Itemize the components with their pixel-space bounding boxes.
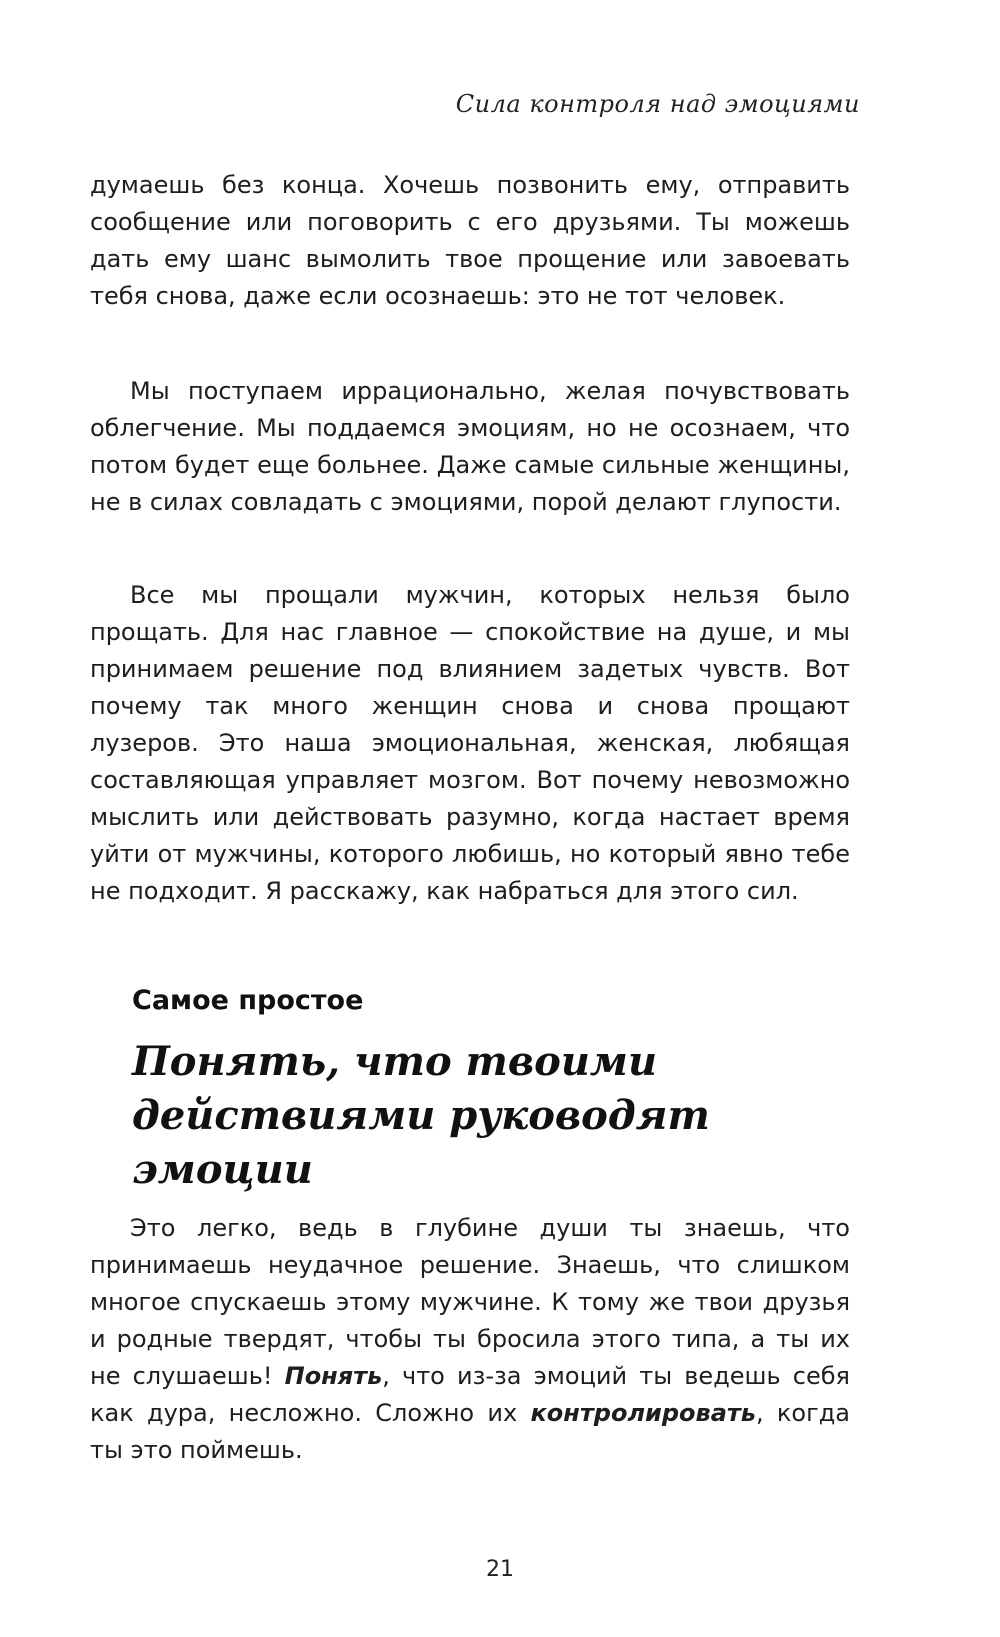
paragraph-4-part-3: , когда ты это поймешь. bbox=[90, 1399, 850, 1464]
emphasis-understand: Понять bbox=[284, 1362, 383, 1390]
script-title-line-3: эмоции bbox=[132, 1146, 313, 1193]
paragraph-4-part-1: Это легко, ведь в глубине души ты знаешь, что принимаешь неудачное решение. Знаешь, что слишком многое спускаешь этому мужчине. К тому же твои друзья и родные твердят, чтобы ты бросила этого типа, а ты их не слушаешь! bbox=[90, 1214, 850, 1390]
page-number: 21 bbox=[486, 1557, 514, 1582]
script-title-line-2: действиями руководят bbox=[132, 1092, 710, 1139]
paragraph-4-part-2: , что из-за эмоций ты ведешь себя как дура, несложно. Сложно их bbox=[90, 1362, 850, 1427]
script-title bbox=[132, 1035, 832, 1197]
script-title-line-1: Понять, что твоими bbox=[132, 1038, 658, 1085]
paragraph-2: Мы поступаем иррационально, желая почувствовать облегчение. Мы поддаемся эмоциям, но не осознаем, что потом будет еще больнее. Даже самые сильные женщины, не в силах совладать с эмоциями, порой делают глупости. bbox=[90, 377, 850, 516]
section-heading: Самое простое bbox=[132, 985, 364, 1016]
running-header: Сила контроля над эмоциями bbox=[455, 90, 860, 118]
emphasis-control: контролировать bbox=[530, 1399, 756, 1427]
paragraph-1: думаешь без конца. Хочешь позвонить ему, отправить сообщение или поговорить с его друзьями. Ты можешь дать ему шанс вымолить твое прощение или завоевать тебя снова, даже если осознаешь: это не тот человек. bbox=[90, 171, 850, 310]
paragraph-4 bbox=[90, 1210, 850, 1469]
paragraph-3: Все мы прощали мужчин, которых нельзя было прощать. Для нас главное — спокойствие на душе, и мы принимаем решение под влиянием задетых чувств. Вот почему так много женщин снова и снова прощают лузеров. Это наша эмоциональная, женская, любящая составляющая управляет мозгом. Вот почему невозможно мыслить или действовать разумно, когда настает время уйти от мужчины, которого любишь, но который явно тебе не подходит. Я расскажу, как набраться для этого сил. bbox=[90, 581, 850, 905]
